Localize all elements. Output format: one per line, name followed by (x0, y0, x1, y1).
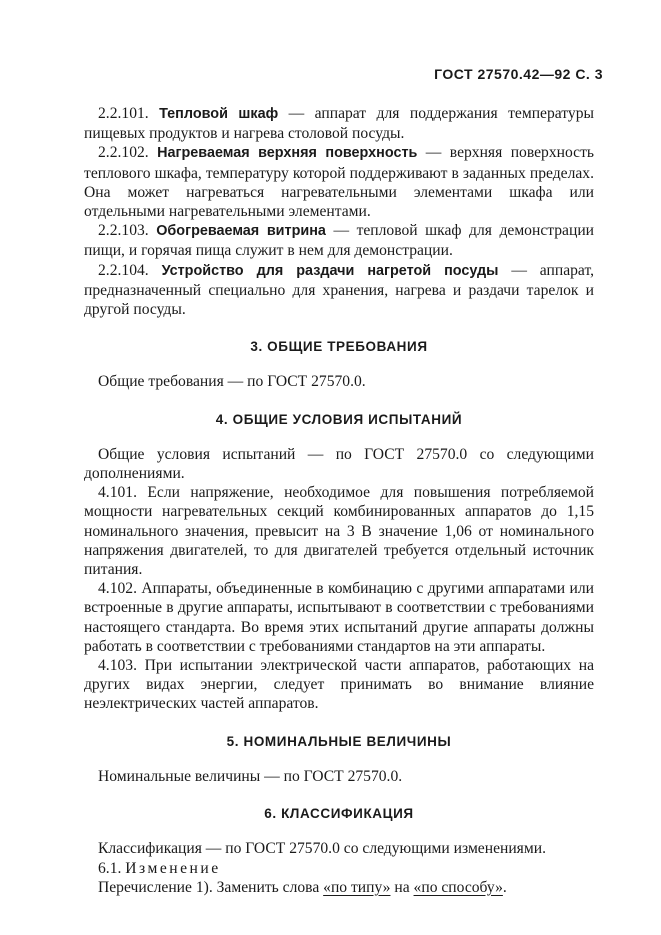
definition-text: — аппарат для поддержания температуры пищевых продуктов и нагрева столовой посуды. (84, 105, 594, 143)
clause-number: 2.2.103. (98, 222, 149, 240)
document-body (84, 104, 594, 897)
section-4-heading: 4. ОБЩИЕ УСЛОВИЯ ИСПЫТАНИЙ (215, 411, 463, 427)
definition-text: — верхняя поверхность теплового шкафа, температуру которой поддерживают в заданных пределах. Она может нагреваться нагревательными элементами шкафа или отдельными нагревательными элементами. (84, 144, 594, 221)
enumeration-text: Перечисление 1). Заменить слова (98, 878, 324, 896)
clause-4-102: 4.102. Аппараты, объединенные в комбинацию с другими аппаратами или встроенные в другие аппараты, испытывают в соответствии с требованиями настоящего стандарта. Во время этих испытаний другие аппараты должны работать в соответствии с требованиями стандартов на эти аппараты. (84, 580, 594, 655)
connector-text: на (390, 878, 414, 896)
definition-text: — аппарат, предназначенный специально для хранения, нагрева и раздачи тарелок и другой посуды. (84, 261, 594, 319)
definition-text: — тепловой шкаф для демонстрации пищи, и горячая пища служит в нем для демонстрации. (84, 222, 595, 260)
section-6-heading: 6. КЛАССИФИКАЦИЯ (264, 806, 414, 822)
term: Нагреваемая верхняя поверхность (157, 145, 418, 162)
clause-4-101: 4.101. Если напряжение, необходимое для повышения потребляемой мощности нагревательных секций комбинированных аппаратов до 1,15 номинального значения, превысит на 3 В значение 1,06 от номинального напряжения двигателей, то для двигателей требуется отдельный источник питания. (84, 484, 594, 579)
definition-2-2-103 (84, 221, 594, 260)
definition-2-2-101 (84, 104, 594, 143)
clause-number: 2.2.102. (98, 144, 149, 162)
replaced-words: «по типу» (323, 878, 391, 896)
section-4-intro: Общие условия испытаний — по ГОСТ 27570.0 со следующими дополнениями. (84, 445, 594, 483)
new-words: «по способу» (413, 878, 503, 896)
clause-number: 2.2.104. (98, 261, 149, 279)
clause-number: 6.1. (98, 859, 122, 877)
section-5-text: Номинальные величины — по ГОСТ 27570.0. (98, 767, 403, 785)
term: Устройство для раздачи нагретой посуды (161, 262, 499, 279)
clause-4-103: 4.103. При испытании электрической части аппаратов, работающих на других видах энергии, следует принимать во внимание влияние неэлектрических частей аппаратов. (84, 657, 594, 713)
end-punct: . (502, 878, 507, 896)
definition-2-2-104 (84, 261, 594, 320)
change-label: Изменение (125, 859, 221, 877)
enumeration-change (84, 878, 594, 897)
section-5-heading: 5. НОМИНАЛЬНЫЕ ВЕЛИЧИНЫ (226, 733, 452, 749)
definition-2-2-102 (84, 143, 594, 221)
clause-6-1 (84, 859, 594, 878)
term: Тепловой шкаф (159, 106, 279, 122)
section-3-text: Общие требования — по ГОСТ 27570.0. (98, 373, 366, 391)
section-6-intro: Классификация — по ГОСТ 27570.0 со следующими изменениями. (98, 840, 546, 858)
clause-number: 2.2.101. (98, 105, 149, 122)
page-header: ГОСТ 27570.42—92 С. 3 (434, 66, 603, 82)
term: Обогреваемая витрина (156, 223, 326, 240)
section-3-heading: 3. ОБЩИЕ ТРЕБОВАНИЯ (250, 339, 428, 355)
